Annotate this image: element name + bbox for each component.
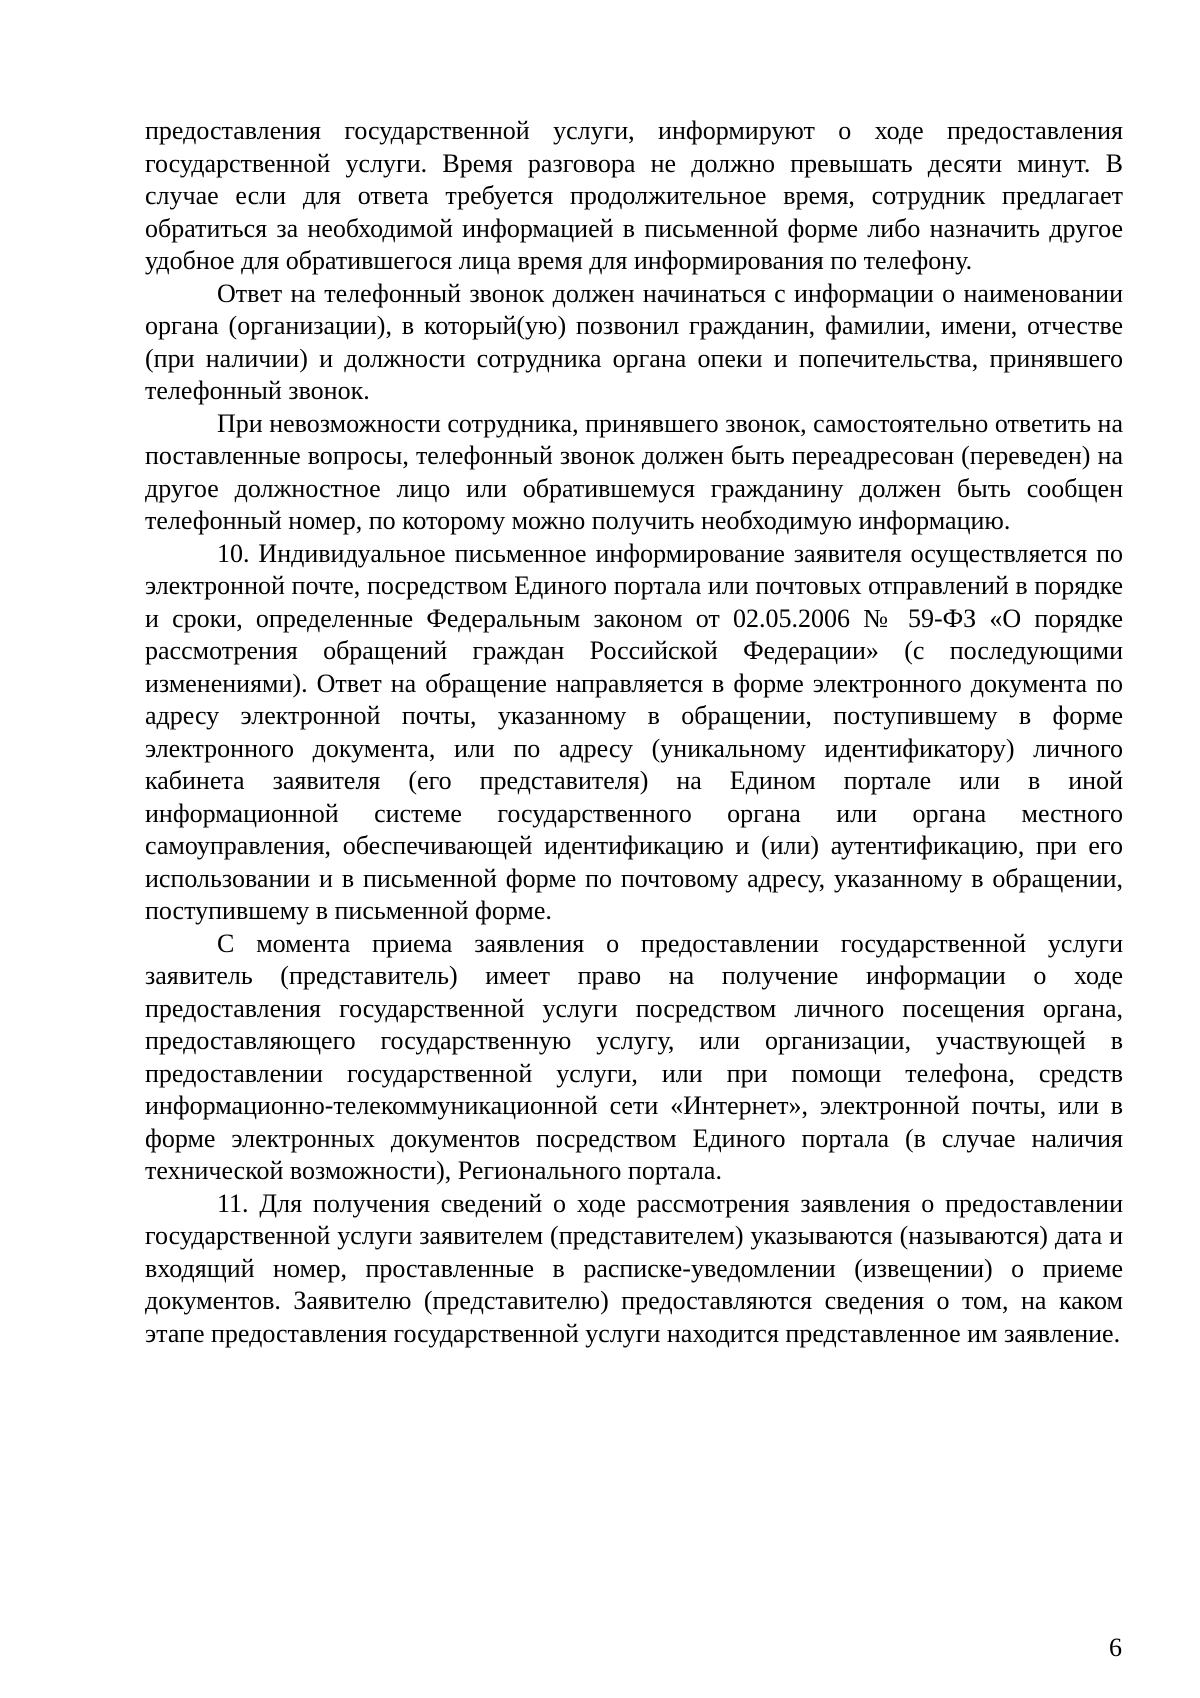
- paragraph-phone-consultation-continued: предоставления государственной услуги, информируют о ходе предоставления государственной услуги. Время разговора не должно превышать десяти минут. В случае если для ответа требуется продолжительное время, сотрудник предлагает обратиться за необходимой информацией в письменной форме либо назначить другое удобное для обратившегося лица время для информирования по телефону.: [145, 116, 1123, 275]
- paragraph-item-11-status-request: 11. Для получения сведений о ходе рассмотрения заявления о предоставлении государственной услуги заявителем (представителем) указываются (называются) дата и входящий номер, проставленные в расписке-уведомлении (извещении) о приеме документов. Заявителю (представителю) предоставляются сведения о том, на каком этапе предоставления государственной услуги находится представленное им заявление.: [145, 1188, 1123, 1348]
- page-number: 6: [1109, 1633, 1122, 1662]
- paragraph-item-10-written-informing: 10. Индивидуальное письменное информирование заявителя осуществляется по электронной почте, посредством Единого портала или почтовых отправлений в порядке и сроки, определенные Федеральным законом от 02.05.2006 № 59-ФЗ «О порядке рассмотрения обращений граждан Российской Федерации» (с последующими изменениями). Ответ на обращение направляется в форме электронного документа по адресу электронной почты, указанному в обращении, поступившему в форме электронного документа, или по адресу (уникальному идентификатору) личного кабинета заявителя (его представителя) на Едином портале или в иной информационной системе государственного органа или органа местного самоуправления, обеспечивающей идентификацию и (или) аутентификацию, при его использовании и в письменной форме по почтовому адресу, указанному в обращении, поступившему в письменной форме.: [145, 538, 1123, 925]
- document-body: [145, 115, 1123, 1350]
- paragraph-call-redirect: При невозможности сотрудника, принявшего звонок, самостоятельно ответить на поставленные вопросы, телефонный звонок должен быть переадресован (переведен) на другое должностное лицо или обратившемуся гражданину должен быть сообщен телефонный номер, по которому можно получить необходимую информацию.: [145, 408, 1123, 535]
- paragraph-progress-information-right: С момента приема заявления о предоставлении государственной услуги заявитель (представитель) имеет право на получение информации о ходе предоставления государственной услуги посредством личного посещения органа, предоставляющего государственную услугу, или организации, участвующей в предоставлении государственной услуги, или при помощи телефона, средств информационно-телекоммуникационной сети «Интернет», электронной почты, или в форме электронных документов посредством Единого портала (в случае наличия технической возможности), Регионального портала.: [145, 928, 1123, 1185]
- paragraph-phone-answer: Ответ на телефонный звонок должен начинаться с информации о наименовании органа (организации), в который(ую) позвонил гражданин, фамилии, имени, отчестве (при наличии) и должности сотрудника органа опеки и попечительства, принявшего телефонный звонок.: [145, 278, 1123, 405]
